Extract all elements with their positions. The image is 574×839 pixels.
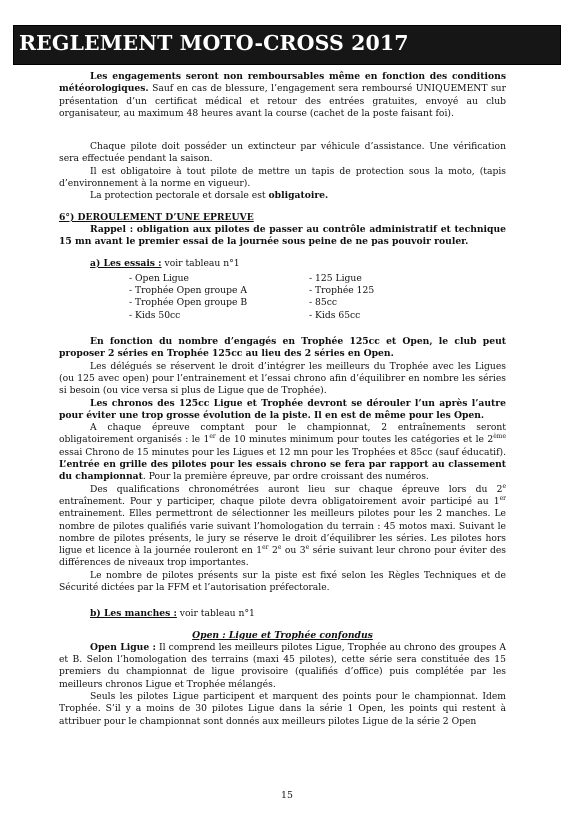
superscript: er — [262, 544, 269, 552]
engagements-bold: Les engagements seront non remboursables même en fonction des conditions météorologiques. — [59, 71, 506, 95]
open-ligue-text: Il comprend les meilleurs pilotes Ligue, Trophée au chrono des groupes A et B. Selon l’homologation des terrains (maxi 45 pilotes), cette série sera constituée des 15 premiers du championnat de ligue provisoire (qualifiés d’office) puis complétée par les meilleurs chronos Ligue et Trophée mélangés. — [59, 641, 506, 690]
qualifications-text: Des qualifications chronométrées auront lieu sur chaque épreuve lors du 2 — [90, 483, 503, 495]
paragraph-engagements — [59, 71, 506, 120]
paragraph-extincteur: Chaque pilote doit posséder un extincteur par véhicule d’assistance. Une vérification sera effectuée pendant la saison. — [59, 141, 506, 165]
paragraph-points: Seuls les pilotes Ligue participent et marquent des points pour le championnat. Idem Trophée. S’il y a moins de 30 pilotes Ligue dans la série 1 Open, les points qui restent à attribuer pour le championnat sont donnés aux meilleurs pilotes Ligue de la série 2 Open — [59, 691, 506, 727]
page-title: REGLEMENT MOTO-CROSS 2017 — [19, 31, 409, 55]
page-number: 15 — [281, 790, 293, 801]
list-item: - Trophée Open groupe A — [129, 285, 247, 297]
list-item: - Kids 65cc — [309, 309, 361, 321]
entrainements-bold: L’entrée en grille des pilotes pour les essais chrono se fera par rapport au classement du championnat — [59, 459, 506, 483]
list-item: - Trophée Open groupe B — [129, 297, 248, 309]
entrainements-text: . Pour la première épreuve, par ordre croissant des numéros. — [142, 471, 429, 483]
superscript: e — [277, 544, 282, 552]
essais-label: a) Les essais : — [90, 257, 162, 269]
open-subtitle: Open : Ligue et Trophée confondus — [192, 629, 373, 641]
manches-label: b) Les manches : — [90, 608, 177, 620]
engagements-text: Sauf en cas de blessure, l’engagement sera remboursé UNIQUEMENT sur présentation d’un certificat médical et retour des entrées gratuites, envoyé au club organisateur, au maximum 48 heures avant la course (cachet de la poste faisant foi). — [59, 83, 506, 119]
list-item: - Open Ligue — [129, 272, 189, 284]
paragraph-chronos: Les chronos des 125cc Ligue et Trophée devront se dérouler l’un après l’autre pour éviter une trop grosse évolution de la piste. Il en est de même pour les Open. — [59, 397, 506, 421]
categories-left — [59, 273, 309, 322]
entrainements-text: A chaque épreuve comptant pour le championnat, 2 entraînements seront obligatoirement organisés : le 1 — [59, 422, 506, 446]
qualifications-text: série suivant leur chrono pour éviter des différences de niveaux trop importantes. — [59, 545, 506, 569]
paragraph-rappel: Rappel : obligation aux pilotes de passer au contrôle administratif et technique 15 mn avant le premier essai de la journée sous peine de ne pas pouvoir rouler. — [59, 223, 506, 248]
paragraph-protection — [59, 190, 506, 202]
section-6-title: 6°) DEROULEMENT D’UNE EPREUVE — [59, 211, 254, 223]
essais-heading — [59, 258, 506, 270]
qualifications-text: ou 3 — [281, 545, 306, 557]
list-item: - Kids 50cc — [129, 309, 181, 321]
superscript: ème — [493, 433, 506, 441]
paragraph-delegues: Les délégués se réservent le droit d’intégrer les meilleurs du Trophée avec les Ligues (ou 125 avec open) pour l’entrainement et l’essai chrono afin d’équilibrer en nombre les séries si besoin (ou vice versa si plus de Ligue que de Trophée). — [59, 360, 506, 397]
list-item: - 125 Ligue — [309, 272, 362, 284]
categories-lists — [59, 273, 506, 322]
list-item: - 85cc — [309, 297, 338, 309]
entrainements-text: de 10 minutes minimum pour toutes les catégories et le 2 — [215, 434, 494, 446]
qualifications-text: entrainement. Elles permettront de sélectionner les meilleurs pilotes pour les 2 manches. Le nombre de pilotes qualifiés varie suivant l’homologation du terrain : 45 motos maxi. Suivant le nombre de pilotes présents, le jury se réserve le droit d’équilibrer les séries. Les pilotes hors ligue et licence à la journée rouleront en 1 — [59, 508, 506, 557]
categories-right — [309, 273, 374, 322]
essais-ref: voir tableau n°1 — [161, 257, 240, 269]
protection-text: La protection pectorale et dorsale est — [90, 190, 269, 202]
paragraph-open-ligue — [59, 642, 506, 691]
entrainements-text: essai Chrono de 15 minutes pour les Ligues et 12 mn pour les Trophées et 85cc (sauf éducatif). — [59, 446, 506, 458]
superscript: er — [499, 494, 506, 502]
qualifications-text: entraînement. Pour y participer, chaque pilote devra obligatoirement avoir participé au 1 — [59, 495, 500, 507]
qualifications-text: 2 — [268, 545, 278, 557]
document-body — [59, 71, 506, 728]
superscript: e — [305, 544, 310, 552]
open-ligue-label: Open Ligue : — [90, 641, 156, 653]
list-item: - Trophée 125 — [309, 285, 375, 297]
paragraph-nombre-pilotes: Le nombre de pilotes présents sur la piste est fixé selon les Règles Techniques et de Sécurité dictées par la FFM et l’autorisation préfectorale. — [59, 569, 506, 593]
paragraph-entrainements — [59, 422, 506, 483]
protection-bold: obligatoire. — [268, 190, 329, 202]
manches-heading — [59, 608, 506, 620]
superscript: er — [209, 433, 216, 441]
title-banner — [13, 25, 561, 65]
paragraph-qualifications — [59, 484, 506, 570]
paragraph-tapis: Il est obligatoire à tout pilote de mettre un tapis de protection sous la moto, (tapis d’environnement à la norme en vigueur). — [59, 165, 506, 190]
superscript: e — [502, 482, 506, 490]
manches-ref: voir tableau n°1 — [176, 608, 255, 620]
paragraph-series-trophee: En fonction du nombre d’engagés en Trophée 125cc et Open, le club peut proposer 2 séries en Trophée 125cc au lieu des 2 séries en Open. — [59, 336, 506, 360]
